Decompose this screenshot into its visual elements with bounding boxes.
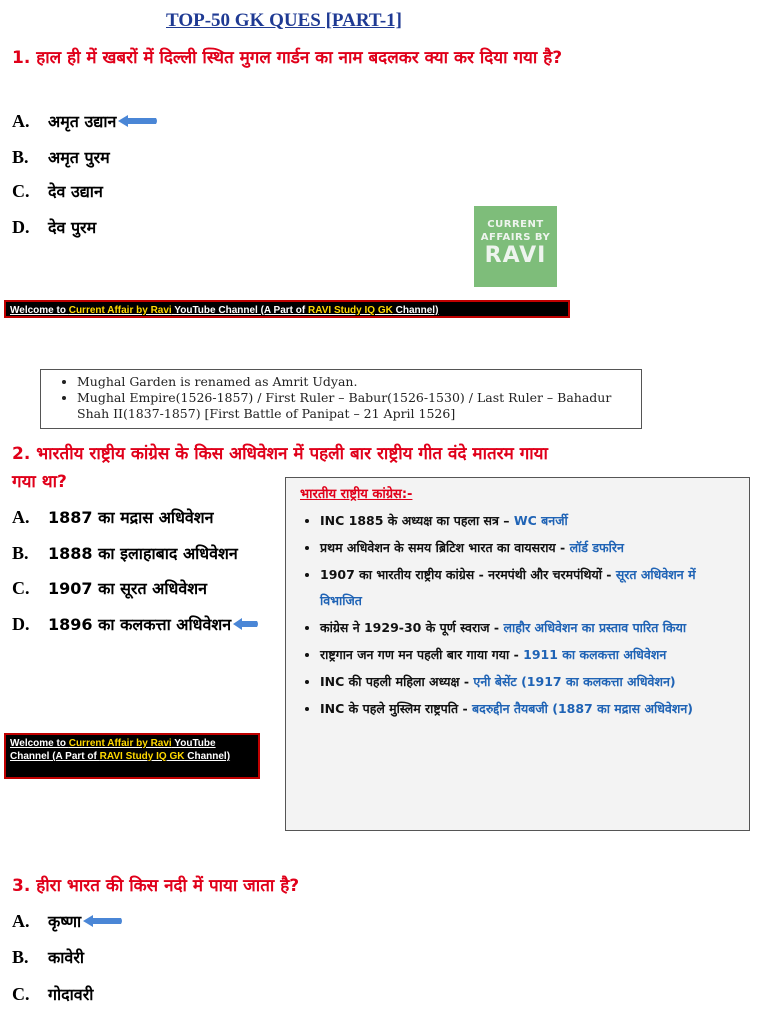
fact-item bbox=[320, 535, 739, 561]
logo-line1: CURRENT bbox=[487, 219, 544, 230]
option-text: अमृत उद्यान bbox=[48, 112, 117, 131]
explanation-item: • Mughal Empire(1526-1857) / First Ruler – Babur(1526-1530) / Last Ruler – Bahadur Shah II(1837-1857) [First Battle of Panipat – 21 April 1526] bbox=[77, 390, 635, 422]
option-text: कावेरी bbox=[48, 948, 85, 967]
banner-parent-channel[interactable]: RAVI Study IQ GK bbox=[308, 305, 393, 316]
q1-option-c bbox=[12, 180, 103, 202]
q2-option-d bbox=[12, 613, 259, 635]
answer-arrow-icon bbox=[83, 914, 123, 928]
option-text: गोदावरी bbox=[48, 985, 94, 1004]
channel-banner bbox=[4, 300, 570, 318]
q1-option-a bbox=[12, 110, 158, 132]
fact-text: कांग्रेस ने 1929-30 के पूर्ण स्वराज - bbox=[320, 620, 504, 635]
option-letter: D. bbox=[12, 613, 30, 634]
answer-explanation-box bbox=[40, 369, 642, 429]
q3-option-a bbox=[12, 910, 123, 932]
banner-text: Channel) bbox=[392, 305, 439, 316]
explanation-item: • Mughal Garden is renamed as Amrit Udyan. bbox=[77, 374, 635, 390]
facts-heading: भारतीय राष्ट्रीय कांग्रेस:- bbox=[300, 487, 413, 502]
answer-arrow-icon bbox=[118, 114, 158, 128]
question-2: 2. भारतीय राष्ट्रीय कांग्रेस के किस अधिवेशन में पहली बार राष्ट्रीय गीत वंदे मातरम गाया गया था? bbox=[12, 444, 548, 492]
fact-text: INC की पहली महिला अध्यक्ष - bbox=[320, 674, 474, 689]
option-letter: A. bbox=[12, 506, 30, 527]
banner-text: Welcome to bbox=[10, 738, 69, 749]
question-1: 1. हाल ही में खबरों में दिल्ली स्थित मुगल गार्डन का नाम बदलकर क्या कर दिया गया है? bbox=[12, 48, 563, 68]
fact-item bbox=[320, 696, 739, 722]
option-text: 1907 का सूरत अधिवेशन bbox=[48, 579, 208, 598]
q1-option-b bbox=[12, 146, 110, 168]
banner-text: YouTube Channel (A Part of bbox=[171, 305, 309, 316]
fact-answer: 1911 का कलकत्ता अधिवेशन bbox=[523, 647, 667, 662]
fact-answer: WC बनर्जी bbox=[513, 513, 568, 528]
banner-text: Welcome to bbox=[10, 305, 69, 316]
option-text: कृष्णा bbox=[48, 912, 82, 931]
fact-item bbox=[320, 642, 739, 668]
fact-item bbox=[320, 669, 739, 695]
banner-channel-name[interactable]: Current Affair by Ravi bbox=[68, 738, 172, 749]
option-letter: A. bbox=[12, 910, 30, 931]
option-letter: D. bbox=[12, 216, 30, 237]
fact-item bbox=[320, 508, 739, 534]
option-letter: C. bbox=[12, 577, 30, 598]
fact-text: INC 1885 के अध्यक्ष का पहला सत्र – bbox=[320, 513, 514, 528]
banner-parent-channel[interactable]: RAVI Study IQ GK bbox=[99, 751, 185, 762]
fact-text: 1907 का भारतीय राष्ट्रीय कांग्रेस - नरमपंथी और चरमपंथियों - bbox=[320, 567, 616, 582]
option-letter: B. bbox=[12, 146, 29, 167]
option-text: 1887 का मद्रास अधिवेशन bbox=[48, 508, 214, 527]
q2-option-b bbox=[12, 542, 238, 564]
banner-text: Channel) bbox=[184, 751, 231, 762]
channel-banner bbox=[4, 733, 260, 779]
option-letter: C. bbox=[12, 180, 30, 201]
banner-channel-name[interactable]: Current Affair by Ravi bbox=[68, 305, 172, 316]
option-text: अमृत पुरम bbox=[48, 148, 110, 167]
option-letter: A. bbox=[12, 110, 30, 131]
answer-arrow-icon bbox=[233, 617, 259, 631]
option-letter: B. bbox=[12, 542, 29, 563]
page-title: TOP-50 GK QUES [PART-1] bbox=[166, 10, 402, 31]
fact-answer: लॉर्ड डफरिन bbox=[569, 540, 624, 555]
fact-answer: बदरुद्दीन तैयबजी (1887 का मद्रास अधिवेशन) bbox=[472, 701, 694, 716]
logo-line3: RAVI bbox=[484, 243, 547, 268]
option-text: 1896 का कलकत्ता अधिवेशन bbox=[48, 615, 232, 634]
option-letter: B. bbox=[12, 946, 29, 967]
option-text: देव उद्यान bbox=[48, 182, 103, 201]
banner-text: YouTube Channel (A Part of bbox=[10, 738, 216, 762]
question-3: 3. हीरा भारत की किस नदी में पाया जाता है? bbox=[12, 876, 300, 896]
option-text: 1888 का इलाहाबाद अधिवेशन bbox=[48, 544, 238, 563]
channel-logo bbox=[474, 206, 557, 287]
fact-item bbox=[320, 615, 739, 641]
q2-option-a bbox=[12, 506, 214, 528]
fact-text: राष्ट्रगान जन गण मन पहली बार गाया गया - bbox=[320, 647, 524, 662]
option-text: देव पुरम bbox=[48, 218, 97, 237]
q3-option-c bbox=[12, 983, 93, 1005]
q2-option-c bbox=[12, 577, 207, 599]
fact-text: INC के पहले मुस्लिम राष्ट्रपति - bbox=[320, 701, 473, 716]
fact-answer: लाहौर अधिवेशन का प्रस्ताव पारित किया bbox=[503, 620, 687, 635]
logo-line2: AFFAIRS BY bbox=[480, 232, 551, 243]
fact-answer: एनी बेसेंट (1917 का कलकत्ता अधिवेशन) bbox=[473, 674, 676, 689]
option-letter: C. bbox=[12, 983, 30, 1004]
fact-answer: सूरत अधिवेशन में विभाजित bbox=[320, 567, 696, 608]
fact-item bbox=[320, 562, 739, 614]
q3-option-b bbox=[12, 946, 84, 968]
congress-facts-box bbox=[285, 477, 750, 831]
q1-option-d bbox=[12, 216, 96, 238]
fact-text: प्रथम अधिवेशन के समय ब्रिटिश भारत का वायसराय - bbox=[320, 540, 570, 555]
